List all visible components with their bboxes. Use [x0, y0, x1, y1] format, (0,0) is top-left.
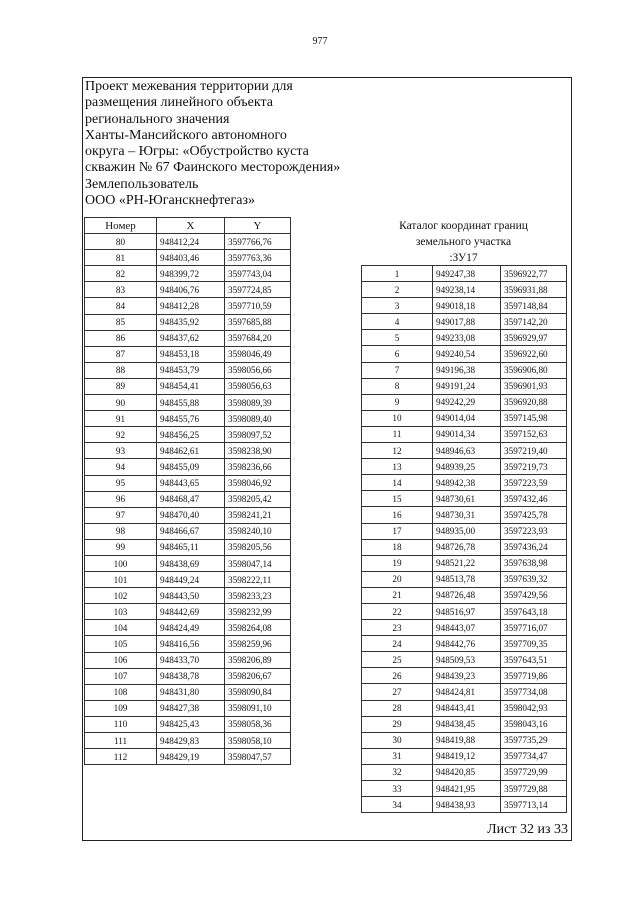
point-number-cell: 12	[362, 443, 433, 459]
point-number-cell: 24	[362, 636, 433, 652]
point-number-cell: 93	[85, 443, 157, 459]
y-coordinate-cell: 3597734,08	[501, 684, 567, 700]
y-coordinate-cell: 3598240,10	[225, 523, 291, 539]
table-row	[85, 330, 291, 346]
catalog-title	[361, 218, 566, 266]
point-number-cell: 88	[85, 362, 157, 378]
point-number-cell: 106	[85, 652, 157, 668]
y-coordinate-cell: 3597429,56	[501, 587, 567, 603]
y-coordinate-cell: 3598238,90	[225, 443, 291, 459]
y-coordinate-cell: 3598047,14	[225, 555, 291, 571]
table-row	[85, 395, 291, 411]
x-coordinate-cell: 948424,49	[157, 620, 225, 636]
y-coordinate-cell: 3598206,89	[225, 652, 291, 668]
y-coordinate-cell: 3598264,08	[225, 620, 291, 636]
page-number: 977	[312, 36, 328, 47]
point-number-cell: 5	[362, 330, 433, 346]
x-coordinate-cell: 949018,18	[433, 298, 501, 314]
point-number-cell: 22	[362, 603, 433, 619]
table-row	[362, 797, 567, 813]
table-row	[85, 539, 291, 555]
y-coordinate-cell: 3597763,36	[225, 250, 291, 266]
x-coordinate-cell: 948403,46	[157, 250, 225, 266]
table-row	[362, 555, 567, 571]
y-coordinate-cell: 3598241,21	[225, 507, 291, 523]
table-row	[85, 459, 291, 475]
x-coordinate-cell: 948443,41	[433, 700, 501, 716]
x-coordinate-cell: 948438,45	[433, 716, 501, 732]
table-row	[85, 700, 291, 716]
x-coordinate-cell: 949238,14	[433, 282, 501, 298]
point-number-cell: 91	[85, 411, 157, 427]
point-number-cell: 110	[85, 716, 157, 732]
x-coordinate-cell: 949240,54	[433, 346, 501, 362]
table-row	[85, 684, 291, 700]
x-coordinate-cell: 949017,88	[433, 314, 501, 330]
sheet-number: Лист 32 из 33	[487, 822, 568, 837]
table-row	[85, 507, 291, 523]
point-number-cell: 98	[85, 523, 157, 539]
x-coordinate-cell: 948942,38	[433, 475, 501, 491]
point-number-cell: 109	[85, 700, 157, 716]
table-row	[85, 266, 291, 282]
table-row	[362, 668, 567, 684]
table-row	[85, 282, 291, 298]
y-coordinate-cell: 3596929,97	[501, 330, 567, 346]
y-coordinate-cell: 3597152,63	[501, 426, 567, 442]
y-coordinate-cell: 3597743,04	[225, 266, 291, 282]
y-coordinate-cell: 3598205,56	[225, 539, 291, 555]
table-row	[362, 716, 567, 732]
x-coordinate-cell: 949242,29	[433, 394, 501, 410]
x-coordinate-cell: 948455,09	[157, 459, 225, 475]
point-number-cell: 104	[85, 620, 157, 636]
point-number-cell: 21	[362, 587, 433, 603]
point-number-cell: 100	[85, 555, 157, 571]
point-number-cell: 82	[85, 266, 157, 282]
point-number-cell: 14	[362, 475, 433, 491]
header-line: размещения линейного объекта	[85, 95, 273, 111]
header-line: ООО «РН-Юганскнефтегаз»	[85, 193, 256, 209]
table-row	[362, 394, 567, 410]
y-coordinate-cell: 3598206,67	[225, 668, 291, 684]
table-row	[362, 491, 567, 507]
point-number-cell: 86	[85, 330, 157, 346]
header-line: Ханты-Мансийского автономного	[85, 127, 287, 143]
x-coordinate-cell: 948424,81	[433, 684, 501, 700]
y-coordinate-cell: 3598056,66	[225, 362, 291, 378]
x-coordinate-cell: 948442,76	[433, 636, 501, 652]
y-coordinate-cell: 3598097,52	[225, 427, 291, 443]
y-coordinate-cell: 3597709,35	[501, 636, 567, 652]
x-coordinate-cell: 948470,40	[157, 507, 225, 523]
table-row	[362, 684, 567, 700]
point-number-cell: 34	[362, 797, 433, 813]
point-number-cell: 25	[362, 652, 433, 668]
x-coordinate-cell: 948455,88	[157, 395, 225, 411]
table-row	[362, 603, 567, 619]
point-number-cell: 101	[85, 572, 157, 588]
x-coordinate-cell: 948468,47	[157, 491, 225, 507]
project-header	[85, 79, 375, 209]
x-coordinate-cell: 948509,53	[433, 652, 501, 668]
table-row	[85, 572, 291, 588]
x-coordinate-cell: 948420,85	[433, 764, 501, 780]
y-coordinate-cell: 3598236,66	[225, 459, 291, 475]
table-row	[85, 749, 291, 765]
y-coordinate-cell: 3596906,80	[501, 362, 567, 378]
table-row	[362, 282, 567, 298]
x-coordinate-cell: 949014,04	[433, 410, 501, 426]
x-coordinate-cell: 948453,79	[157, 362, 225, 378]
y-coordinate-cell: 3598205,42	[225, 491, 291, 507]
y-coordinate-cell: 3597639,32	[501, 571, 567, 587]
table-row	[85, 314, 291, 330]
point-number-cell: 84	[85, 298, 157, 314]
y-coordinate-cell: 3596931,88	[501, 282, 567, 298]
table-row	[362, 298, 567, 314]
point-number-cell: 10	[362, 410, 433, 426]
table-row	[362, 571, 567, 587]
y-coordinate-cell: 3597719,86	[501, 668, 567, 684]
table-row	[85, 636, 291, 652]
y-coordinate-cell: 3598042,93	[501, 700, 567, 716]
table-row	[362, 620, 567, 636]
table-row	[85, 620, 291, 636]
y-coordinate-cell: 3598056,63	[225, 378, 291, 394]
point-number-cell: 81	[85, 250, 157, 266]
x-coordinate-cell: 948437,62	[157, 330, 225, 346]
point-number-cell: 16	[362, 507, 433, 523]
table-row	[85, 475, 291, 491]
point-number-cell: 4	[362, 314, 433, 330]
table-row	[85, 427, 291, 443]
table-row	[362, 636, 567, 652]
table-row	[362, 443, 567, 459]
point-number-cell: 111	[85, 733, 157, 749]
y-coordinate-cell: 3597766,76	[225, 234, 291, 250]
x-coordinate-cell: 948455,76	[157, 411, 225, 427]
point-number-cell: 32	[362, 764, 433, 780]
column-header: Номер	[85, 218, 157, 234]
y-coordinate-cell: 3597436,24	[501, 539, 567, 555]
x-coordinate-cell: 948513,78	[433, 571, 501, 587]
y-coordinate-cell: 3597219,73	[501, 459, 567, 475]
y-coordinate-cell: 3597716,07	[501, 620, 567, 636]
y-coordinate-cell: 3597643,51	[501, 652, 567, 668]
table-row	[362, 732, 567, 748]
x-coordinate-cell: 948438,78	[157, 668, 225, 684]
x-coordinate-cell: 948456,25	[157, 427, 225, 443]
x-coordinate-cell: 948465,11	[157, 539, 225, 555]
point-number-cell: 15	[362, 491, 433, 507]
x-coordinate-cell: 948399,72	[157, 266, 225, 282]
y-coordinate-cell: 3597219,40	[501, 443, 567, 459]
x-coordinate-cell: 948433,70	[157, 652, 225, 668]
table-row	[362, 652, 567, 668]
point-number-cell: 17	[362, 523, 433, 539]
x-coordinate-cell: 948438,69	[157, 555, 225, 571]
table-row	[362, 410, 567, 426]
catalog-title-line: земельного участка	[415, 236, 512, 248]
point-number-cell: 33	[362, 781, 433, 797]
point-number-cell: 28	[362, 700, 433, 716]
y-coordinate-cell: 3596922,77	[501, 266, 567, 282]
y-coordinate-cell: 3597425,78	[501, 507, 567, 523]
x-coordinate-cell: 948443,50	[157, 588, 225, 604]
table-row	[362, 700, 567, 716]
y-coordinate-cell: 3598047,57	[225, 749, 291, 765]
table-row	[362, 426, 567, 442]
x-coordinate-cell: 948429,83	[157, 733, 225, 749]
y-coordinate-cell: 3596922,60	[501, 346, 567, 362]
x-coordinate-cell: 949233,08	[433, 330, 501, 346]
table-row	[362, 748, 567, 764]
table-row	[362, 314, 567, 330]
y-coordinate-cell: 3597710,59	[225, 298, 291, 314]
x-coordinate-cell: 948935,00	[433, 523, 501, 539]
x-coordinate-cell: 948516,97	[433, 603, 501, 619]
y-coordinate-cell: 3597638,98	[501, 555, 567, 571]
column-header: Y	[225, 218, 291, 234]
point-number-cell: 85	[85, 314, 157, 330]
x-coordinate-cell: 948521,22	[433, 555, 501, 571]
x-coordinate-cell: 948439,23	[433, 668, 501, 684]
table-row	[362, 587, 567, 603]
catalog-title-line: Каталог координат границ	[399, 220, 528, 232]
x-coordinate-cell: 948419,12	[433, 748, 501, 764]
point-number-cell: 80	[85, 234, 157, 250]
table-row	[362, 523, 567, 539]
x-coordinate-cell: 948442,69	[157, 604, 225, 620]
y-coordinate-cell: 3598046,49	[225, 346, 291, 362]
point-number-cell: 26	[362, 668, 433, 684]
point-number-cell: 7	[362, 362, 433, 378]
table-row	[85, 652, 291, 668]
y-coordinate-cell: 3597223,93	[501, 523, 567, 539]
x-coordinate-cell: 948412,28	[157, 298, 225, 314]
header-line: регионального значения	[85, 111, 230, 127]
y-coordinate-cell: 3598058,36	[225, 716, 291, 732]
point-number-cell: 18	[362, 539, 433, 555]
x-coordinate-cell: 948453,18	[157, 346, 225, 362]
x-coordinate-cell: 948946,63	[433, 443, 501, 459]
table-row	[85, 491, 291, 507]
point-number-cell: 6	[362, 346, 433, 362]
point-number-cell: 97	[85, 507, 157, 523]
x-coordinate-cell: 948438,93	[433, 797, 501, 813]
table-row	[362, 330, 567, 346]
header-line: округа – Югры: «Обустройство куста	[85, 144, 309, 160]
table-row	[362, 378, 567, 394]
x-coordinate-cell: 948419,88	[433, 732, 501, 748]
column-header: X	[157, 218, 225, 234]
y-coordinate-cell: 3597142,20	[501, 314, 567, 330]
table-row	[362, 539, 567, 555]
point-number-cell: 19	[362, 555, 433, 571]
point-number-cell: 2	[362, 282, 433, 298]
point-number-cell: 105	[85, 636, 157, 652]
coordinates-table-left	[84, 217, 291, 765]
y-coordinate-cell: 3598043,16	[501, 716, 567, 732]
table-row	[85, 362, 291, 378]
table-row	[85, 555, 291, 571]
point-number-cell: 9	[362, 394, 433, 410]
table-row	[85, 298, 291, 314]
point-number-cell: 13	[362, 459, 433, 475]
y-coordinate-cell: 3596901,93	[501, 378, 567, 394]
y-coordinate-cell: 3597432,46	[501, 491, 567, 507]
point-number-cell: 103	[85, 604, 157, 620]
point-number-cell: 20	[362, 571, 433, 587]
table-row	[85, 523, 291, 539]
y-coordinate-cell: 3597684,20	[225, 330, 291, 346]
y-coordinate-cell: 3598089,39	[225, 395, 291, 411]
table-row	[362, 459, 567, 475]
table-row	[85, 346, 291, 362]
point-number-cell: 92	[85, 427, 157, 443]
header-line: скважин № 67 Фаинского месторождения»	[85, 160, 341, 176]
header-line: Проект межевания территории для	[85, 79, 293, 94]
header-line: Землепользователь	[85, 176, 199, 192]
table-row	[85, 588, 291, 604]
point-number-cell: 94	[85, 459, 157, 475]
point-number-cell: 23	[362, 620, 433, 636]
point-number-cell: 89	[85, 378, 157, 394]
x-coordinate-cell: 949196,38	[433, 362, 501, 378]
y-coordinate-cell: 3597729,88	[501, 781, 567, 797]
y-coordinate-cell: 3597735,29	[501, 732, 567, 748]
x-coordinate-cell: 948466,67	[157, 523, 225, 539]
x-coordinate-cell: 948425,43	[157, 716, 225, 732]
point-number-cell: 83	[85, 282, 157, 298]
y-coordinate-cell: 3597643,18	[501, 603, 567, 619]
table-row	[85, 443, 291, 459]
table-row	[362, 764, 567, 780]
y-coordinate-cell: 3598089,40	[225, 411, 291, 427]
point-number-cell: 99	[85, 539, 157, 555]
x-coordinate-cell: 948454,41	[157, 378, 225, 394]
point-number-cell: 31	[362, 748, 433, 764]
point-number-cell: 3	[362, 298, 433, 314]
x-coordinate-cell: 948412,24	[157, 234, 225, 250]
x-coordinate-cell: 948730,61	[433, 491, 501, 507]
x-coordinate-cell: 948730,31	[433, 507, 501, 523]
y-coordinate-cell: 3598232,99	[225, 604, 291, 620]
x-coordinate-cell: 948427,38	[157, 700, 225, 716]
y-coordinate-cell: 3598046,92	[225, 475, 291, 491]
x-coordinate-cell: 948429,19	[157, 749, 225, 765]
table-row	[362, 362, 567, 378]
y-coordinate-cell: 3598233,23	[225, 588, 291, 604]
x-coordinate-cell: 949247,38	[433, 266, 501, 282]
catalog-title-line: :ЗУ17	[449, 252, 478, 264]
x-coordinate-cell: 948416,56	[157, 636, 225, 652]
x-coordinate-cell: 948443,65	[157, 475, 225, 491]
point-number-cell: 108	[85, 684, 157, 700]
x-coordinate-cell: 948421,95	[433, 781, 501, 797]
y-coordinate-cell: 3598259,96	[225, 636, 291, 652]
y-coordinate-cell: 3598058,10	[225, 733, 291, 749]
y-coordinate-cell: 3597724,85	[225, 282, 291, 298]
point-number-cell: 1	[362, 266, 433, 282]
table-row	[362, 475, 567, 491]
y-coordinate-cell: 3597734,47	[501, 748, 567, 764]
y-coordinate-cell: 3597713,14	[501, 797, 567, 813]
x-coordinate-cell: 948406,76	[157, 282, 225, 298]
point-number-cell: 29	[362, 716, 433, 732]
x-coordinate-cell: 948726,48	[433, 587, 501, 603]
x-coordinate-cell: 948443,07	[433, 620, 501, 636]
table-row	[85, 411, 291, 427]
point-number-cell: 90	[85, 395, 157, 411]
y-coordinate-cell: 3598222,11	[225, 572, 291, 588]
table-row	[85, 378, 291, 394]
x-coordinate-cell: 948449,24	[157, 572, 225, 588]
x-coordinate-cell: 948726,78	[433, 539, 501, 555]
y-coordinate-cell: 3596920,88	[501, 394, 567, 410]
coordinates-table-right	[361, 265, 567, 813]
table-row	[362, 507, 567, 523]
table-row	[85, 250, 291, 266]
table-row	[85, 234, 291, 250]
point-number-cell: 96	[85, 491, 157, 507]
point-number-cell: 95	[85, 475, 157, 491]
table-row	[85, 604, 291, 620]
y-coordinate-cell: 3598090,84	[225, 684, 291, 700]
table-row	[85, 716, 291, 732]
y-coordinate-cell: 3597223,59	[501, 475, 567, 491]
table-row	[362, 266, 567, 282]
point-number-cell: 8	[362, 378, 433, 394]
table-row	[362, 781, 567, 797]
x-coordinate-cell: 948435,92	[157, 314, 225, 330]
y-coordinate-cell: 3598091,10	[225, 700, 291, 716]
point-number-cell: 107	[85, 668, 157, 684]
y-coordinate-cell: 3597685,88	[225, 314, 291, 330]
point-number-cell: 112	[85, 749, 157, 765]
point-number-cell: 27	[362, 684, 433, 700]
x-coordinate-cell: 948462,61	[157, 443, 225, 459]
point-number-cell: 30	[362, 732, 433, 748]
point-number-cell: 102	[85, 588, 157, 604]
table-row	[85, 733, 291, 749]
y-coordinate-cell: 3597729,99	[501, 764, 567, 780]
x-coordinate-cell: 949191,24	[433, 378, 501, 394]
x-coordinate-cell: 948939,25	[433, 459, 501, 475]
table-row	[85, 668, 291, 684]
table-row	[362, 346, 567, 362]
point-number-cell: 87	[85, 346, 157, 362]
y-coordinate-cell: 3597145,98	[501, 410, 567, 426]
x-coordinate-cell: 948431,80	[157, 684, 225, 700]
y-coordinate-cell: 3597148,84	[501, 298, 567, 314]
point-number-cell: 11	[362, 426, 433, 442]
x-coordinate-cell: 949014,34	[433, 426, 501, 442]
